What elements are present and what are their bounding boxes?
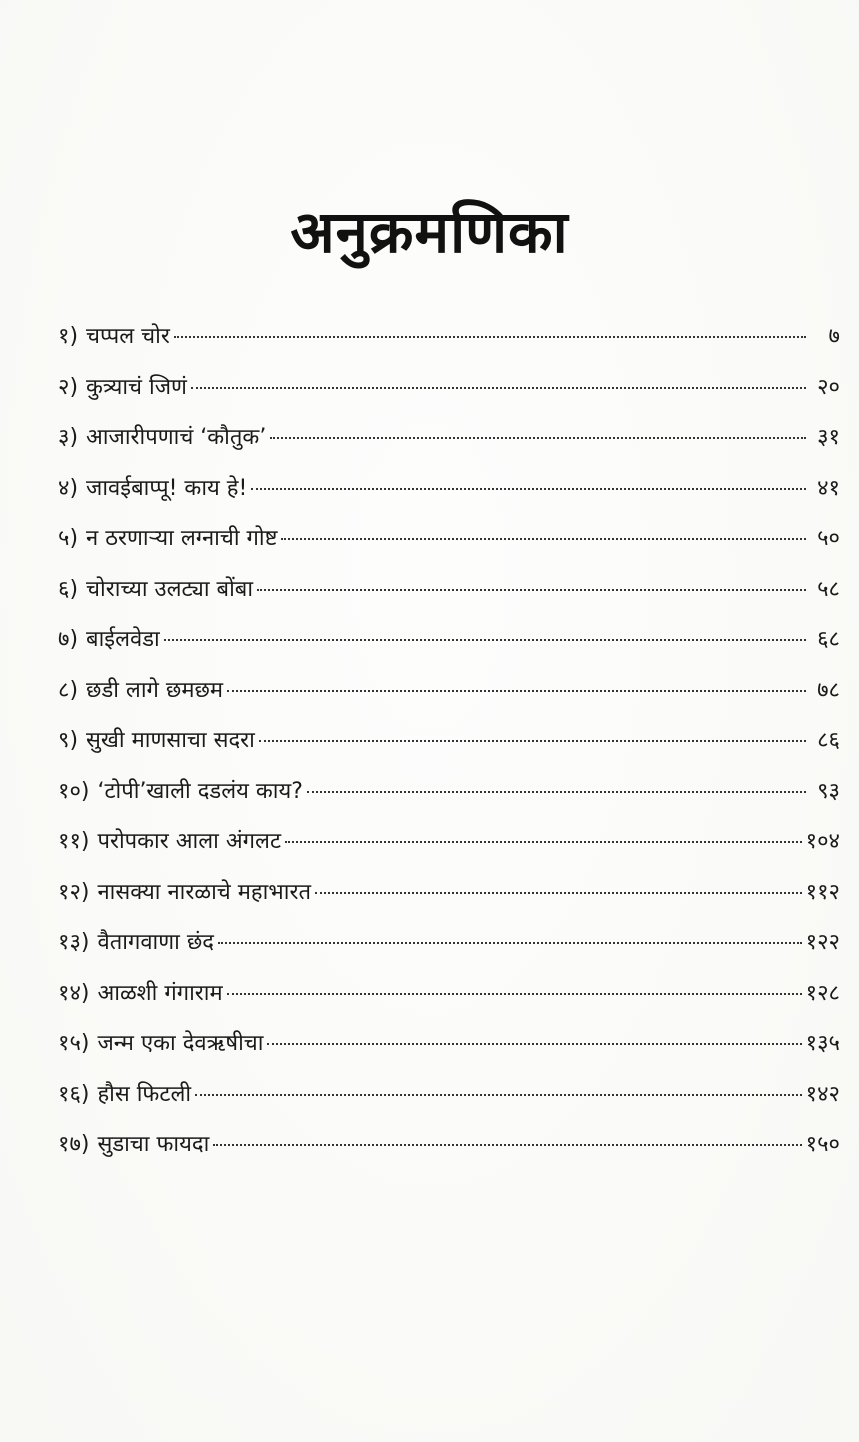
toc-entry-number: ३) [58,425,79,450]
dot-leader [227,993,802,995]
toc-entry-number: १७) [58,1132,90,1157]
dot-leader [270,437,806,439]
toc-entry [58,876,840,927]
toc-entry [58,1128,840,1179]
toc-entry-number: १५) [58,1031,90,1056]
toc-entry-number: ४) [58,475,79,501]
table-of-contents [58,320,840,1179]
toc-entry-number: ५) [58,526,79,551]
toc-entry-page-number: ८६ [817,728,840,753]
toc-entry-number: ७) [58,627,79,652]
toc-entry [58,623,840,674]
toc-entry-number: १०) [58,778,90,804]
toc-entry-page-number: ७ [828,324,840,349]
dot-leader [195,1094,802,1096]
dot-leader [213,1144,801,1146]
toc-entry-page-number: १३५ [805,1031,840,1056]
toc-entry-page-number: १५० [805,1132,840,1157]
toc-entry-title: आळशी गंगाराम [97,980,223,1006]
dot-leader [191,387,806,389]
toc-entry [58,674,840,725]
toc-entry-page-number: ५८ [817,576,840,602]
toc-entry-title: वैतागवाणा छंद [97,930,214,955]
toc-entry-number: ६) [58,576,79,602]
toc-entry-page-number: १२८ [805,980,840,1006]
dot-leader [267,1043,801,1045]
toc-entry [58,1027,840,1078]
toc-entry-title: सुखी माणसाचा सदरा [86,728,255,753]
toc-entry [58,825,840,876]
toc-entry-title: ‘टोपी’खाली दडलंय काय? [97,778,303,804]
toc-entry-title: हौस फिटली [97,1081,192,1107]
dot-leader [259,740,806,742]
toc-entry [58,522,840,573]
toc-entry [58,573,840,624]
toc-entry [58,926,840,977]
toc-entry [58,320,840,371]
toc-entry-number: १२) [58,879,90,905]
toc-entry-page-number: ३१ [817,425,840,450]
toc-entry [58,371,840,422]
dot-leader [307,791,806,793]
dot-leader [174,336,806,338]
toc-entry-page-number: ५० [817,526,840,551]
toc-entry [58,724,840,775]
toc-entry-number: १६) [58,1081,90,1107]
toc-entry [58,977,840,1028]
toc-entry-number: ८) [58,677,79,703]
toc-entry-title: चोराच्या उलट्या बोंबा [86,576,254,602]
toc-entry-title: जन्म एका देवऋषीचा [97,1031,264,1056]
toc-entry-page-number: २० [817,374,840,400]
toc-entry-title: न ठरणाऱ्या लग्नाची गोष्ट [86,526,278,551]
toc-entry-number: ९) [58,728,79,753]
page-title: अनुक्रमणिका [290,198,569,266]
toc-entry-page-number: ११२ [805,879,840,905]
dot-leader [315,892,802,894]
toc-entry-title: आजारीपणाचं ‘कौतुक’ [86,425,267,450]
toc-entry-title: कुत्र्याचं जिणं [86,374,187,400]
dot-leader [227,690,806,692]
toc-entry [58,421,840,472]
toc-entry-title: बाईलवेडा [86,627,160,652]
toc-entry-page-number: १०४ [805,829,840,854]
toc-entry [58,775,840,826]
toc-entry-number: १) [58,324,79,349]
dot-leader [251,488,806,490]
toc-entry-number: २) [58,374,79,400]
toc-entry-title: नासक्या नारळाचे महाभारत [97,879,311,905]
dot-leader [218,942,802,944]
toc-entry-page-number: ४१ [817,475,840,501]
toc-entry [58,1078,840,1129]
toc-entry-number: १४) [58,980,90,1006]
toc-entry-title: चप्पल चोर [86,324,170,349]
toc-entry-title: परोपकार आला अंगलट [97,829,282,854]
toc-entry-number: ११) [58,829,90,854]
dot-leader [257,589,806,591]
toc-entry-title: छडी लागे छमछम [86,677,224,703]
toc-entry-page-number: १४२ [805,1081,840,1107]
dot-leader [285,841,802,843]
toc-entry-page-number: ६८ [817,627,840,652]
toc-entry-number: १३) [58,930,90,955]
toc-entry-title: सुडाचा फायदा [97,1132,210,1157]
dot-leader [281,538,806,540]
toc-entry-page-number: ७८ [817,677,840,703]
dot-leader [164,639,806,641]
toc-entry-title: जावईबाप्पू! काय हे! [86,475,248,501]
toc-entry [58,472,840,523]
toc-entry-page-number: १२२ [805,930,840,955]
toc-entry-page-number: ९३ [817,778,840,804]
